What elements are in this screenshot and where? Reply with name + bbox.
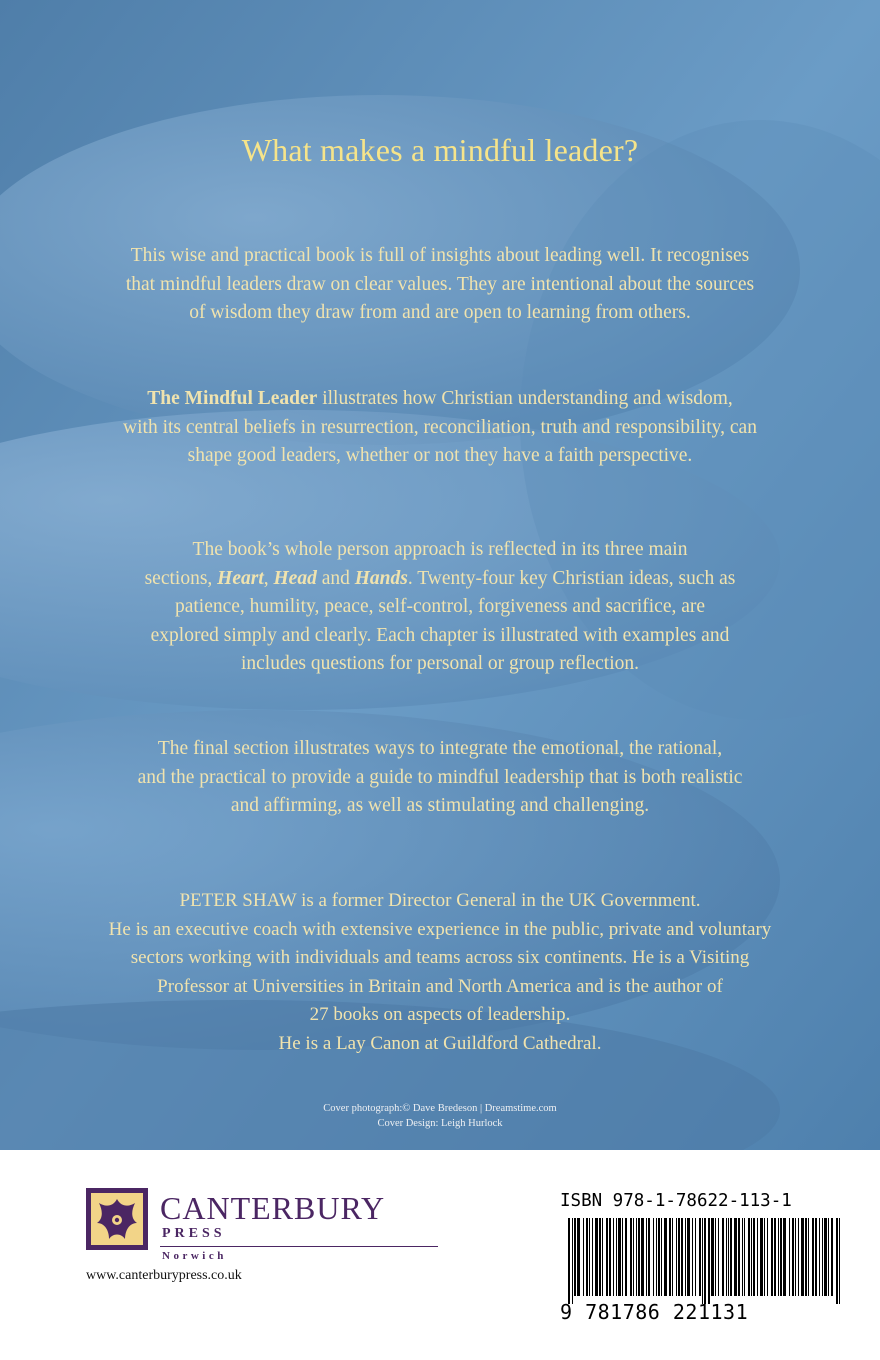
barcode-bar xyxy=(592,1218,593,1296)
final-section-paragraph: The final section illustrates ways to integrate the emotional, the rational, and the practical to provide a guide to mindful leadership that is both realistic and affirming, as well as stimulating and challenging. xyxy=(137,738,743,816)
barcode-bar xyxy=(824,1218,827,1296)
barcode-bar xyxy=(718,1218,719,1296)
barcode-bar xyxy=(641,1218,644,1296)
barcode-bar xyxy=(711,1218,714,1296)
barcode-bar xyxy=(742,1218,743,1296)
barcode-bar xyxy=(586,1218,588,1296)
barcode-bar xyxy=(715,1218,716,1296)
barcode-bar xyxy=(702,1218,703,1304)
barcode-bar xyxy=(638,1218,640,1296)
barcode-bar xyxy=(839,1218,840,1304)
barcode-bar xyxy=(738,1218,740,1296)
barcode-bar xyxy=(780,1218,782,1296)
barcode-bar xyxy=(653,1218,654,1296)
barcode-bar xyxy=(595,1218,598,1296)
cover-credits xyxy=(0,1101,880,1131)
barcode-bar xyxy=(613,1218,614,1296)
barcode-bar xyxy=(831,1218,833,1296)
barcode-bar xyxy=(805,1218,807,1296)
barcode-bar xyxy=(625,1218,627,1296)
barcode-bar xyxy=(646,1218,647,1296)
barcode-bar xyxy=(692,1218,693,1296)
barcode-bar xyxy=(774,1218,776,1296)
barcode-bar xyxy=(618,1218,621,1296)
barcode-bar xyxy=(753,1218,755,1296)
design-credit: Cover Design: Leigh Hurlock xyxy=(377,1118,503,1129)
barcode-bar xyxy=(633,1218,634,1296)
barcode-bar xyxy=(748,1218,750,1296)
barcode-bar xyxy=(801,1218,804,1296)
barcode-bar xyxy=(636,1218,637,1296)
barcode-bar xyxy=(783,1218,786,1296)
barcode-bar xyxy=(664,1218,667,1296)
barcode-bar xyxy=(726,1218,727,1296)
barcode-bar xyxy=(819,1218,820,1296)
publisher-city: Norwich xyxy=(162,1250,227,1262)
author-bio: PETER SHAW is a former Director General in the UK Government. He is an executive coach with extensive experience in the public, private and voluntary sectors working with individuals and teams across six continents. He is a Visiting Professor at Universities in Britain and North America and is the author of 27 books on aspects of leadership. He is a Lay Canon at Guildford Cathedral. xyxy=(108,890,772,1054)
barcode-bar xyxy=(789,1218,790,1296)
barcode-bar xyxy=(695,1218,696,1296)
barcode-bar xyxy=(734,1218,737,1296)
barcode-bar xyxy=(678,1218,680,1296)
barcode-bar xyxy=(599,1218,601,1296)
barcode-bar xyxy=(798,1218,799,1296)
isbn-label: ISBN 978-1-78622-113-1 xyxy=(560,1191,792,1211)
publisher-name: CANTERBURY xyxy=(160,1190,386,1226)
publisher-imprint: PRESS xyxy=(162,1226,226,1241)
barcode-bar xyxy=(669,1218,671,1296)
intro-paragraph: This wise and practical book is full of insights about leading well. It recognises that mindful leaders draw on clear values. They are intentional about the sources of wisdom they draw from and are open to learning from others. xyxy=(125,245,755,323)
barcode-bar xyxy=(574,1218,576,1296)
barcode-bar xyxy=(676,1218,677,1296)
ean13-barcode-icon xyxy=(566,1218,846,1304)
approach-paragraph: The book’s whole person approach is reflected in its three main sections, Heart, Head and Hands. Twenty-four key Christian ideas, such as patience, humility, peace, self-control, forgiveness and sacrifice, are explored simply and clearly. Each chapter is illustrated with examples and includes questions for personal or group reflection. xyxy=(144,539,736,674)
barcode-bar xyxy=(577,1218,580,1296)
barcode-bar xyxy=(730,1218,732,1296)
canterbury-cross-logo-icon xyxy=(86,1188,148,1250)
barcode-bar xyxy=(699,1218,701,1296)
barcode-bar xyxy=(771,1218,773,1296)
barcode-bar xyxy=(792,1218,794,1296)
barcode-bar xyxy=(760,1218,763,1296)
barcode-bar xyxy=(681,1218,683,1296)
publisher-divider xyxy=(160,1246,438,1247)
barcode-bar xyxy=(778,1218,779,1296)
barcode-bar xyxy=(767,1218,768,1296)
barcode-bar xyxy=(661,1218,662,1296)
barcode-bar xyxy=(728,1218,729,1296)
headline: What makes a mindful leader? xyxy=(241,132,639,168)
barcode-bar xyxy=(656,1218,657,1296)
barcode-bar xyxy=(609,1218,611,1296)
barcode-bar xyxy=(764,1218,765,1296)
barcode-bar xyxy=(757,1218,758,1296)
barcode-bar xyxy=(812,1218,814,1296)
barcode-bar xyxy=(815,1218,817,1296)
barcode-bar xyxy=(836,1218,838,1304)
barcode-bar xyxy=(583,1218,584,1296)
publisher-url[interactable]: www.canterburypress.co.uk xyxy=(86,1268,242,1283)
barcode-bar xyxy=(708,1218,710,1304)
barcode-bar xyxy=(606,1218,608,1296)
barcode-bar xyxy=(822,1218,823,1296)
barcode-bar xyxy=(630,1218,632,1296)
barcode-bar xyxy=(568,1218,570,1304)
barcode-bar xyxy=(795,1218,796,1296)
photo-credit: Cover photograph:© Dave Bredeson | Dreamstime.com xyxy=(323,1103,557,1114)
book-description-paragraph: The Mindful Leader illustrates how Christian understanding and wisdom, with its central beliefs in resurrection, reconciliation, truth and responsibility, can shape good leaders, whether or not they have a faith perspective. xyxy=(123,388,757,466)
barcode-bar xyxy=(685,1218,686,1296)
barcode-bar xyxy=(648,1218,650,1296)
barcode-bar xyxy=(602,1218,603,1296)
barcode-bar xyxy=(672,1218,673,1296)
barcode-bar xyxy=(572,1218,573,1304)
barcode-bar xyxy=(616,1218,617,1296)
barcode-bar xyxy=(622,1218,623,1296)
barcode-bar xyxy=(808,1218,809,1296)
barcode-bar xyxy=(589,1218,590,1296)
book-title: The Mindful Leader xyxy=(147,388,318,409)
barcode-bar xyxy=(828,1218,829,1296)
barcode-bar xyxy=(704,1218,706,1304)
barcode-digits: 9 781786 221131 xyxy=(560,1300,749,1324)
barcode-bar xyxy=(722,1218,724,1296)
barcode-bar xyxy=(687,1218,690,1296)
barcode-bar xyxy=(751,1218,752,1296)
barcode-bar xyxy=(658,1218,660,1296)
barcode-bar xyxy=(744,1218,745,1296)
